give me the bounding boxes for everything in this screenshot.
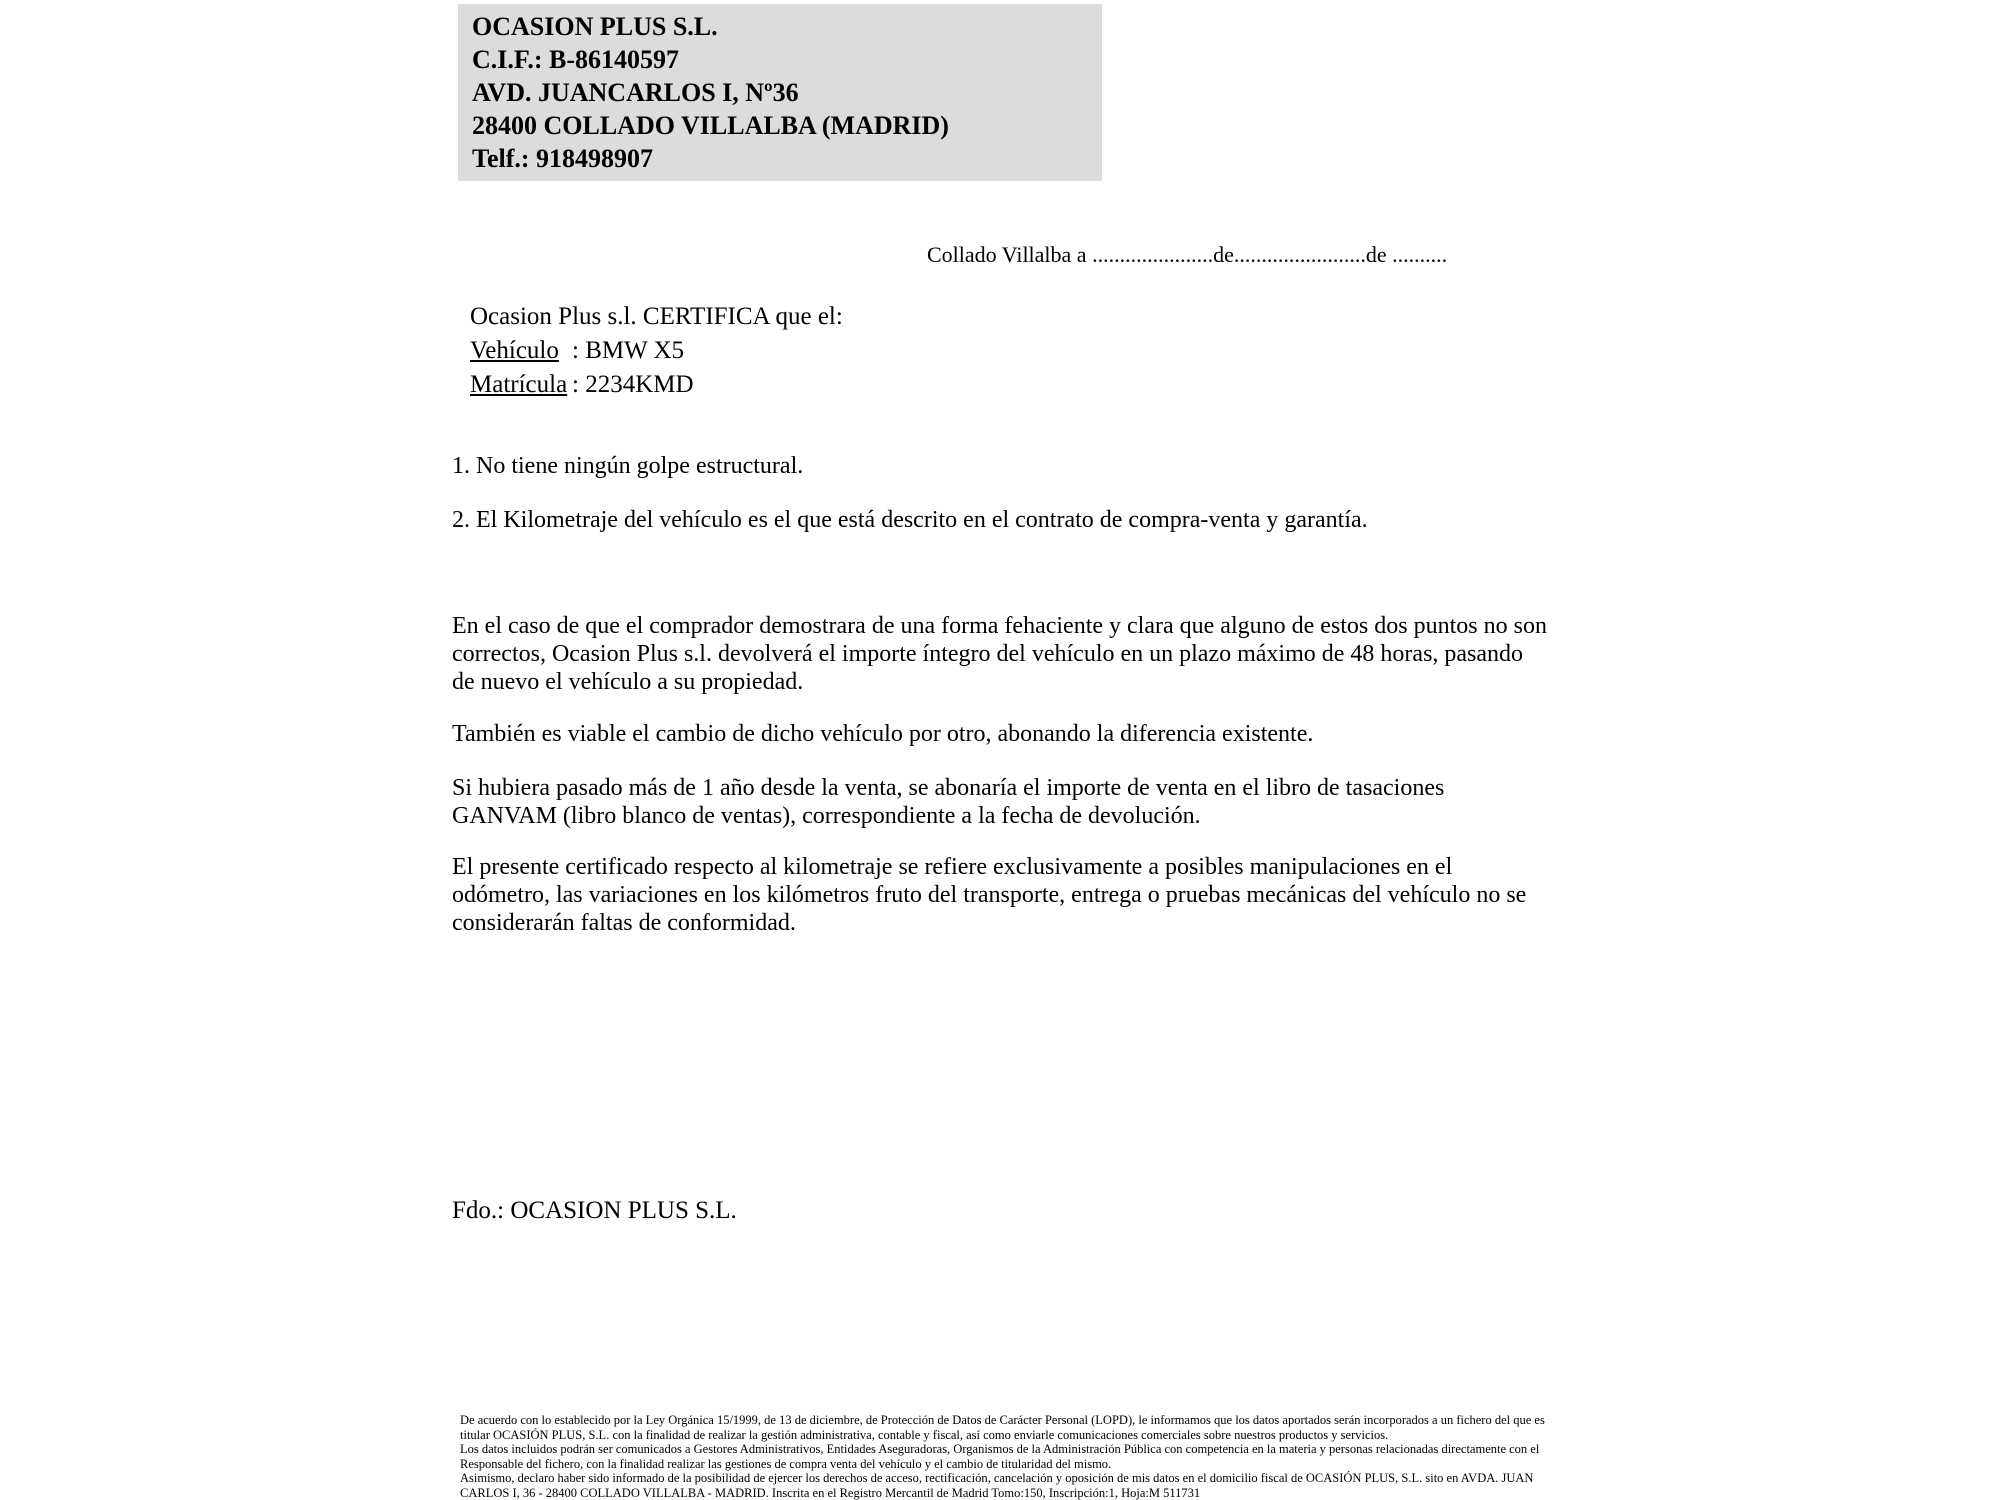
date-fill-in-line: Collado Villalba a ......................de........................de .......... [927, 242, 1448, 267]
ganvam-clause-paragraph: Si hubiera pasado más de 1 año desde la venta, se abonaría el importe de venta en el libro de tasaciones GANVAM (libro blanco de ventas), correspondiente a la fecha de devolución. [452, 775, 1445, 829]
certified-point-1: 1. No tiene ningún golpe estructural. [452, 453, 804, 479]
company-cif: C.I.F.: B-86140597 [472, 45, 680, 74]
odometer-clause-paragraph: El presente certificado respecto al kilometraje se refiere exclusivamente a posibles manipulaciones en el odómetro, las variaciones en los kilómetros fruto del transporte, entrega o pruebas mecánicas del vehículo no se considerarán faltas de conformidad. [452, 854, 1527, 936]
legal-footer [460, 1413, 1555, 1500]
plate-field [470, 368, 843, 402]
company-header-block [458, 4, 1102, 181]
company-city-address: 28400 COLLADO VILLALBA (MADRID) [472, 111, 949, 140]
company-phone: Telf.: 918498907 [472, 144, 654, 173]
plate-label: Matrícula [470, 371, 568, 398]
company-name: OCASION PLUS S.L. [472, 12, 718, 41]
signature-line: Fdo.: OCASION PLUS S.L. [452, 1197, 737, 1224]
legal-footer-lopd-paragraph: De acuerdo con lo establecido por la Ley Orgánica 15/1999, de 13 de diciembre, de Protección de Datos de Carácter Personal (LOPD), le informamos que los datos aportados serán incorporados a un fichero del que es titular OCASIÓN PLUS, S.L. con la finalidad de realizar la gestión administrativa, contable y fiscal, así como enviarle comunicaciones comerciales sobre nuestros productos y servicios. [460, 1413, 1545, 1442]
vehicle-field [470, 334, 843, 368]
plate-value: : 2234KMD [572, 371, 694, 398]
company-street-address: AVD. JUANCARLOS I, Nº36 [472, 78, 799, 107]
certification-block [470, 300, 843, 402]
legal-footer-rights-paragraph: Asimismo, declaro haber sido informado de la posibilidad de ejercer los derechos de acceso, rectificación, cancelación y oposición de mis datos en el domicilio fiscal de OCASIÓN PLUS, S.L. sito en AVDA. JUAN CARLOS I, 36 - 28400 COLLADO VILLALBA - MADRID. Inscrita en el Registro Mercantil de Madrid Tomo:150, Inscripción:1, Hoja:M 511731 [460, 1471, 1534, 1500]
vehicle-value: : BMW X5 [572, 337, 685, 364]
legal-footer-data-sharing-paragraph: Los datos incluidos podrán ser comunicados a Gestores Administrativos, Entidades Aseguradoras, Organismos de la Administración Pública con competencia en la materia y personas relacionadas directamente con el Responsable del fichero, con la finalidad realizar las gestiones de compra venta del vehículo y el cambio de titularidad del mismo. [460, 1442, 1540, 1471]
vehicle-label-wrap [470, 334, 572, 368]
certify-intro: Ocasion Plus s.l. CERTIFICA que el: [470, 303, 843, 330]
exchange-clause-paragraph: También es viable el cambio de dicho vehículo por otro, abonando la diferencia existente. [452, 721, 1314, 747]
refund-clause-paragraph: En el caso de que el comprador demostrara de una forma fehaciente y clara que alguno de estos dos puntos no son correctos, Ocasion Plus s.l. devolverá el importe íntegro del vehículo en un plazo máximo de 48 horas, pasando de nuevo el vehículo a su propiedad. [452, 613, 1547, 695]
vehicle-label: Vehículo [470, 337, 559, 364]
certified-point-2: 2. El Kilometraje del vehículo es el que está descrito en el contrato de compra-venta y garantía. [452, 507, 1368, 533]
plate-label-wrap [470, 368, 572, 402]
